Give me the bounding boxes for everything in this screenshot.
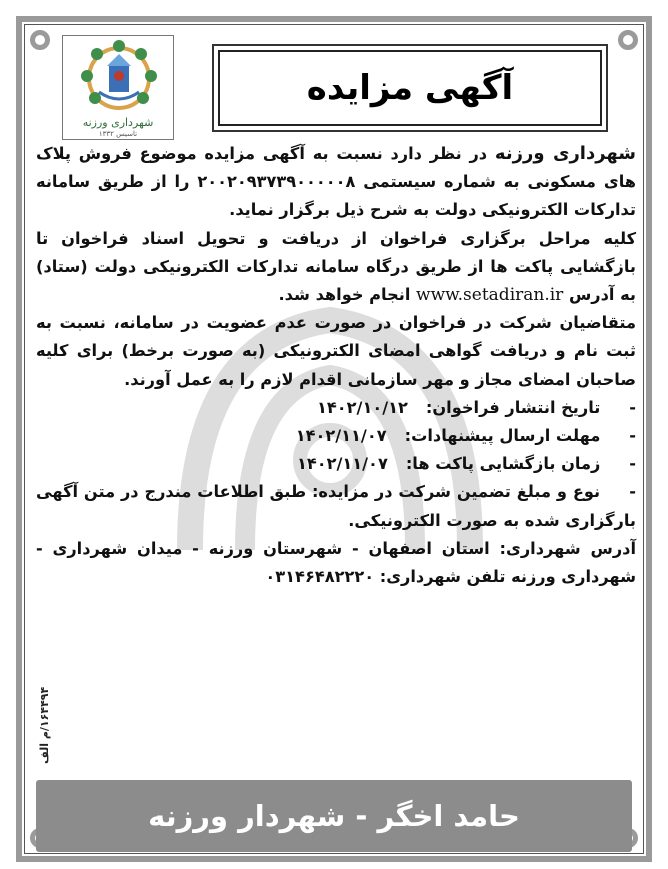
list-dash: -: [629, 426, 636, 446]
paragraph-process-end: انجام خواهد شد.: [278, 285, 417, 305]
item-value: ۱۴۰۲/۱۱/۰۷: [296, 454, 388, 474]
title-box: [218, 50, 602, 126]
item-label: زمان بازگشایی پاکت ها:: [405, 454, 601, 474]
paragraph-intro: [36, 140, 636, 225]
item-value: ۱۴۰۲/۱۰/۱۲: [317, 397, 408, 417]
list-dash: -: [629, 397, 636, 417]
paragraph-intro-text: در نظر دارد نسبت به آگهی مزایده موضوع فروش پلاک های مسکونی به شماره سیستمی ۲۰۰۲۰۹۳۷۳۹۰۰۰۰۰۸ را از طریق سامانه تدارکات الکترونیکی دولت به شرح ذیل برگزار نماید.: [36, 144, 636, 220]
paragraph-process-text: کلیه مراحل برگزاری فراخوان از دریافت و تحویل اسناد فراخوان تا بازگشایی پاکت ها از طریق درگاه سامانه تدارکات الکترونیکی دولت (ستاد) به آدرس: [36, 228, 636, 305]
list-item-publish-date: [36, 394, 636, 422]
notice-body: [36, 140, 636, 591]
item-label: تاریخ انتشار فراخوان:: [425, 397, 601, 417]
list-item-opening-date: [36, 450, 636, 478]
frame-corner-ornament: [618, 30, 638, 50]
paragraph-process: [36, 225, 636, 310]
logo-caption: شهرداری ورزنه: [82, 116, 154, 129]
item-value: ۱۴۰۲/۱۱/۰۷: [295, 426, 387, 446]
page-title: آگهی مزایده: [306, 68, 514, 108]
municipality-logo: [62, 35, 174, 140]
municipality-address: آدرس شهرداری: استان اصفهان - شهرستان ورزنه - میدان شهرداری - شهرداری ورزنه تلفن شهرداری: ۰۳۱۴۶۴۸۲۲۲۰: [36, 538, 636, 587]
list-item-guarantee: [36, 478, 636, 534]
list-dash: -: [629, 482, 636, 502]
item-label: مهلت ارسال پیشنهادات:: [404, 426, 601, 446]
lead-municipality: شهرداری ورزنه: [494, 143, 636, 164]
setad-url-link[interactable]: www.setadiran.ir: [416, 285, 564, 306]
signature-mayor: حامد اخگر - شهردار ورزنه: [148, 799, 520, 833]
list-dash: -: [629, 454, 636, 474]
item-guarantee-text: نوع و مبلغ تضمین شرکت در مزایده: طبق اطلاعات مندرج در متن آگهی بارگزاری شده به صورت الکترونیکی.: [36, 482, 636, 530]
paragraph-registration: متقاضیان شرکت در فراخوان در صورت عدم عضویت در سامانه، نسبت به ثبت نام و دریافت گواهی امضای الکترونیکی (به صورت برخط) برای کلیه صاحبان امضای مجاز و مهر سازمانی اقدام لازم را به عمل آورند.: [36, 313, 636, 389]
publication-code: ۱۶۴۴۹۴/م الف: [38, 686, 51, 764]
municipality-emblem-icon: [63, 36, 175, 116]
list-item-deadline: [36, 422, 636, 450]
logo-year: تاسیس ۱۳۳۲: [98, 130, 138, 138]
signature-bar: [36, 780, 632, 852]
frame-corner-ornament: [30, 30, 50, 50]
